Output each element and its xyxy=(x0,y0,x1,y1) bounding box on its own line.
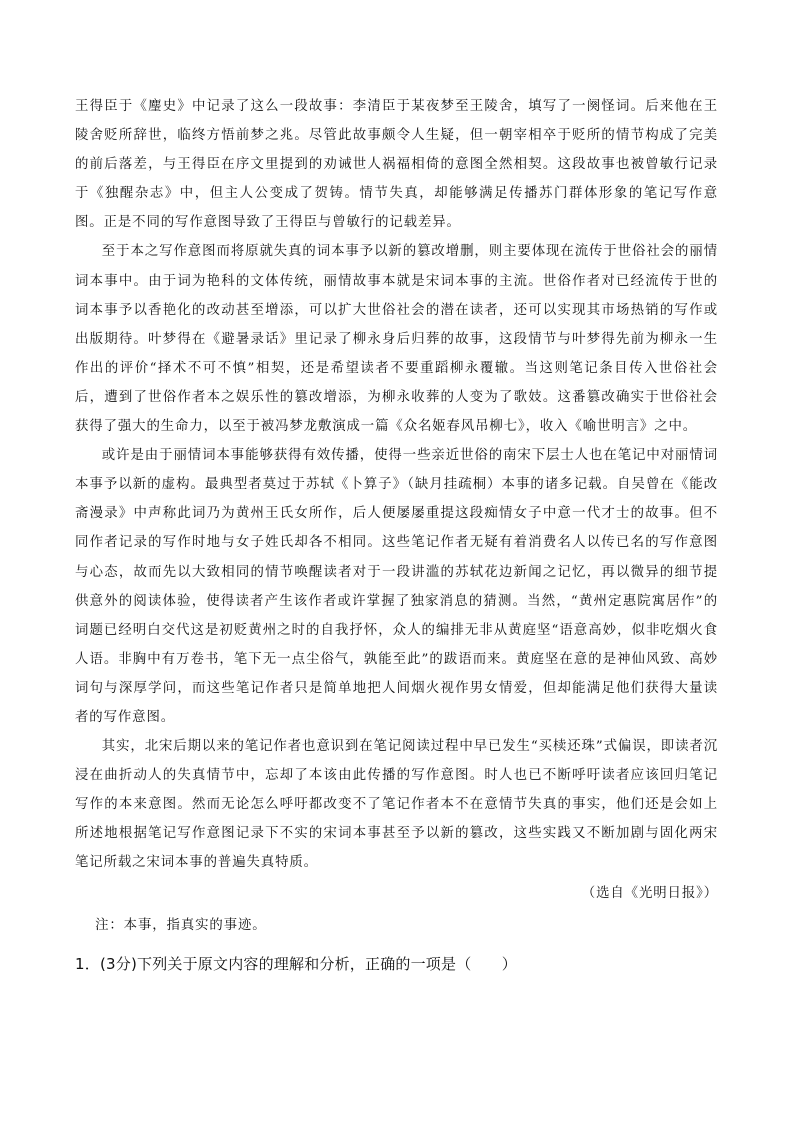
question-1: 1．(3分)下列关于原文内容的理解和分析，正确的一项是（ ） xyxy=(75,954,517,973)
article-paragraph-2: 至于本之写作意图而将原就失真的词本事予以新的篡改增删，则主要体现在流传于世俗社会的丽情词本事中。由于词为艳科的文体传统，丽情故事本就是宋词本事的主流。世俗作者对已经流传于世的词本事予以香艳化的改动甚至增添，可以扩大世俗社会的潜在读者，还可以实现其市场热销的写作或出版期待。叶梦得在《避暑录话》里记录了柳永身后归葬的故事，这段情节与叶梦得先前为柳永一生作出的评价“择术不可不慎”相契，还是希望读者不要重蹈柳永覆辙。当这则笔记条目传入世俗社会后，遭到了世俗作者本之娱乐性的篡改增添，为柳永收葬的人变为了歌妓。这番篡改确实于世俗社会获得了强大的生命力，以至于被冯梦龙敷演成一篇《众名姬春风吊柳七》，收入《喻世明言》之中。 xyxy=(75,244,718,435)
document-page xyxy=(75,92,718,976)
article-paragraph-1: 王得臣于《麈史》中记录了这么一段故事：李清臣于某夜梦至王陵舍，填写了一阕怪词。后来他在王陵舍贬所辞世，临终方悟前梦之兆。尽管此故事颇令人生疑，但一朝宰相卒于贬所的情节构成了完美的前后落差，与王得臣在序文里提到的劝诫世人祸福相倚的意图全然相契。这段故事也被曾敏行记录于《独醒杂志》中，但主人公变成了贺铸。情节失真，却能够满足传播苏门群体形象的笔记写作意图。正是不同的写作意图导致了王得臣与曾敏行的记载差异。 xyxy=(75,99,718,231)
article-note: 注：本事，指真实的事迹。 xyxy=(95,917,267,933)
article-paragraph-4: 其实，北宋后期以来的笔记作者也意识到在笔记阅读过程中早已发生“买椟还珠”式偏误，即读者沉浸在曲折动人的失真情节中，忘却了本该由此传播的写作意图。时人也已不断呼吁读者应该回归笔记写作的本来意图。然而无论怎么呼吁都改变不了笔记作者本不在意情节失真的事实，他们还是会如上所述地根据笔记写作意图记录下不实的宋词本事甚至予以新的篡改，这些实践又不断加剧与固化两宋笔记所载之宋词本事的普遍失真特质。 xyxy=(75,739,718,871)
article-paragraph-3: 或许是由于丽情词本事能够获得有效传播，使得一些亲近世俗的南宋下层士人也在笔记中对丽情词本事予以新的虚构。最典型者莫过于苏轼《卜算子》（缺月挂疏桐）本事的诸多记载。自吴曾在《能改斋漫录》中声称此词乃为黄州王氏女所作，后人便屡屡重提这段痴情女子中意一代才士的故事。但不同作者记录的写作时地与女子姓氏却各不相同。这些笔记作者无疑有着消费名人以传已名的写作意图与心态，故而先以大致相同的情节唤醒读者对于一段讲滥的苏轼花边新闻之记忆，再以微异的细节提供意外的阅读体验，使得读者产生该作者或许掌握了独家消息的猜测。当然，“黄州定惠院寓居作”的词题已经明白交代这是初贬黄州之时的自我抒怀，众人的编排无非从黄庭坚“语意高妙，似非吃烟火食人语。非胸中有万卷书，笔下无一点尘俗气，孰能至此”的跋语而来。黄庭坚在意的是神仙风致、高妙词句与深厚学问，而这些笔记作者只是简单地把人间烟火视作男女情爱，但却能满足他们获得大量读者的写作意图。 xyxy=(75,448,718,725)
article-source: （选自《光明日报》） xyxy=(581,885,718,901)
